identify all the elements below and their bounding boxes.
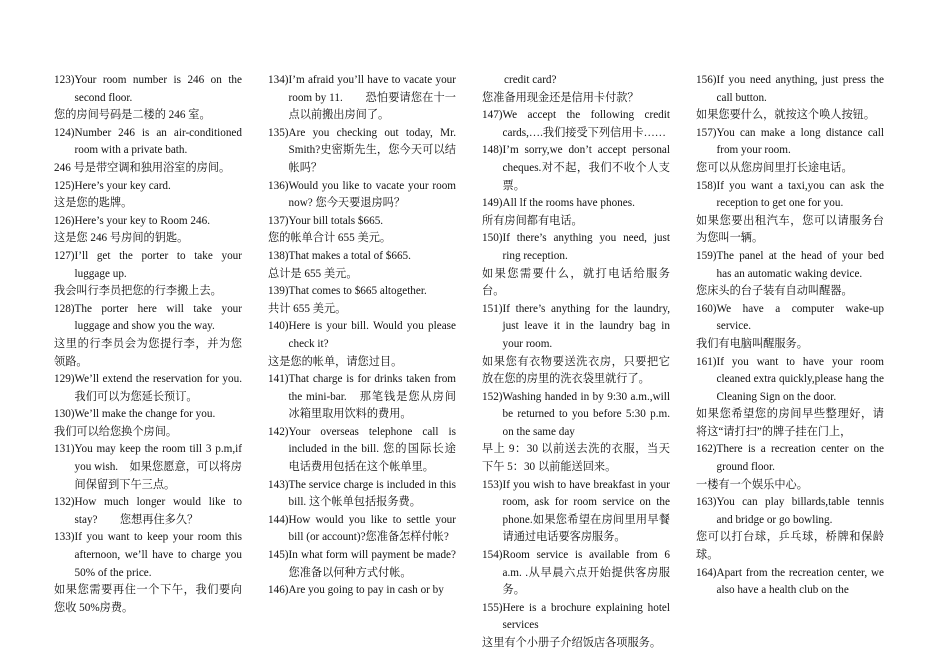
chinese-translation: 如果您要出租汽车，您可以请服务台为您叫一辆。 xyxy=(696,214,884,245)
sentence-number: 162) xyxy=(696,443,717,456)
sentence-number: 133) xyxy=(54,531,75,544)
sentence-number: 129) xyxy=(54,373,75,386)
text-column-2 xyxy=(268,72,456,600)
english-sentence: That comes to $665 altogether. xyxy=(288,285,427,298)
chinese-translation: 您的帐单合计 655 美元。 xyxy=(268,232,392,245)
english-sentence: Here is your bill. Would you please check it? xyxy=(288,320,456,350)
numbered-sentence xyxy=(268,178,456,213)
chinese-translation: 总计是 655 美元。 xyxy=(268,267,358,280)
sentence-number: 149) xyxy=(482,197,503,210)
chinese-translation: 您可以打台球，乒乓球，桥牌和保龄球。 xyxy=(696,531,884,562)
numbered-sentence xyxy=(54,406,242,424)
english-sentence: Here’s your key to Room 246. xyxy=(74,214,210,227)
sentence-number: 143) xyxy=(268,478,289,491)
english-sentence: Room service is available from 6 a.m. .从早晨六点开始提供客房服务。 xyxy=(502,549,670,597)
numbered-sentence xyxy=(54,371,242,406)
numbered-sentence xyxy=(54,301,242,336)
sentence-number: 140) xyxy=(268,320,289,333)
sentence-number: 154) xyxy=(482,549,503,562)
sentence-number: 125) xyxy=(54,179,75,192)
numbered-sentence xyxy=(268,582,456,600)
numbered-sentence xyxy=(268,248,456,266)
english-sentence: You may keep the room till 3 p.m,if you wish. 如果您愿意，可以将房间保留到下午三点。 xyxy=(74,443,242,491)
numbered-sentence xyxy=(482,107,670,142)
numbered-sentence xyxy=(696,125,884,160)
sentence-number: 160) xyxy=(696,302,717,315)
sentence-number: 127) xyxy=(54,249,75,262)
continued-sentence: credit card? xyxy=(504,74,557,86)
sentence-number: 158) xyxy=(696,179,717,192)
numbered-sentence xyxy=(268,213,456,231)
chinese-translation: 如果您需要再住一个下午，我们要向您收 50%房费。 xyxy=(54,584,242,614)
english-sentence: If you wish to have breakfast in your room, ask for room service on the phone.如果您希望在房间里用早餐请通过电话要客房服务。 xyxy=(502,478,670,544)
chinese-translation: 如果您要什么，就按这个唤人按钮。 xyxy=(696,109,876,122)
numbered-sentence xyxy=(696,301,884,336)
english-sentence: How much longer would like to stay? 您想再住多久？ xyxy=(74,496,242,526)
english-sentence: Number 246 is an air-conditioned room with a private bath. xyxy=(74,126,242,157)
sentence-number: 144) xyxy=(268,513,289,526)
numbered-sentence xyxy=(268,283,456,301)
numbered-sentence xyxy=(482,389,670,442)
sentence-number: 139) xyxy=(268,285,289,298)
numbered-sentence xyxy=(268,371,456,424)
sentence-number: 138) xyxy=(268,249,289,262)
chinese-translation: 这里有个小册子介绍饭店各项服务。 xyxy=(482,637,662,649)
english-sentence: If there’s anything you need, just ring reception. xyxy=(502,232,670,262)
english-sentence: If there’s anything for the laundry, just leave it in the laundry bag in your room. xyxy=(502,302,670,350)
sentence-number: 136) xyxy=(268,179,289,192)
english-sentence: Washing handed in by 9:30 a.m.,will be returned to you before 5:30 p.m. on the same day xyxy=(502,390,670,438)
english-sentence: We’ll extend the reservation for you.我们可以为您延长预订。 xyxy=(74,373,242,403)
english-sentence: If you want a taxi,you can ask the reception to get one for you. xyxy=(716,179,884,210)
english-sentence: Your overseas telephone call is included in the bill. 您的国际长途电话费用包括在这个帐单里。 xyxy=(288,425,456,474)
sentence-number: 156) xyxy=(696,74,717,86)
english-sentence: You can play billards,table tennis and bridge or go bowling. xyxy=(716,496,884,526)
english-sentence: In what form will payment be made?您准备以何种方式付帐。 xyxy=(288,549,456,579)
sentence-number: 123) xyxy=(54,74,75,86)
sentence-number: 141) xyxy=(268,373,289,386)
numbered-sentence xyxy=(696,178,884,213)
chinese-translation: 您的房间号码是二楼的 246 室。 xyxy=(54,109,211,122)
english-sentence: If you need anything, just press the call button. xyxy=(716,74,884,104)
chinese-translation: 共计 655 美元。 xyxy=(268,302,347,315)
numbered-sentence xyxy=(696,72,884,107)
sentence-number: 131) xyxy=(54,443,75,456)
sentence-number: 137) xyxy=(268,214,289,227)
text-column-3 xyxy=(482,72,670,653)
sentence-number: 152) xyxy=(482,390,503,403)
chinese-translation: 所有房间都有电话。 xyxy=(482,214,583,227)
numbered-sentence xyxy=(54,213,242,231)
english-sentence: I’m sorry,we don’t accept personal cheques.对不起，我们不收个人支票。 xyxy=(502,144,670,192)
sentence-number: 145) xyxy=(268,549,289,562)
english-sentence: If you want to keep your room this afternoon, we’ll have to charge you 50% of the price. xyxy=(74,531,242,579)
sentence-number: 153) xyxy=(482,478,503,491)
numbered-sentence xyxy=(268,477,456,512)
sentence-number: 124) xyxy=(54,126,75,139)
sentence-number: 135) xyxy=(268,126,289,139)
numbered-sentence xyxy=(54,72,242,107)
numbered-sentence xyxy=(54,125,242,160)
numbered-sentence xyxy=(482,230,670,265)
english-sentence: There is a recreation center on the ground floor. xyxy=(716,443,884,474)
chinese-translation: 您可以从您房间里打长途电话。 xyxy=(696,161,853,174)
sentence-number: 146) xyxy=(268,584,289,597)
english-sentence: The panel at the head of your bed has an automatic waking device. xyxy=(716,249,884,280)
chinese-translation: 如果您有衣物要送洗衣房，只要把它放在您的房里的洗衣袋里就行了。 xyxy=(482,355,670,386)
numbered-sentence xyxy=(696,565,884,600)
numbered-sentence xyxy=(482,142,670,195)
sentence-number: 128) xyxy=(54,302,75,315)
chinese-translation: 如果您希望您的房间早些整理好，请将这“请打扫”的牌子挂在门上， xyxy=(696,408,884,438)
english-sentence: Would you like to vacate your room now? 您今天要退房吗？ xyxy=(288,179,456,210)
english-sentence: Your room number is 246 on the second floor. xyxy=(74,74,242,104)
numbered-sentence xyxy=(54,441,242,494)
sentence-number: 151) xyxy=(482,302,503,315)
chinese-translation: 我会叫行李员把您的行李搬上去。 xyxy=(54,285,222,298)
numbered-sentence xyxy=(268,424,456,477)
chinese-translation: 您准备用现金还是信用卡付款？ xyxy=(482,91,639,104)
numbered-sentence xyxy=(482,600,670,635)
chinese-translation: 这是您 246 号房间的钥匙。 xyxy=(54,232,189,245)
numbered-sentence xyxy=(482,547,670,600)
numbered-sentence xyxy=(482,301,670,354)
numbered-sentence xyxy=(268,125,456,178)
chinese-translation: 这是您的匙牌。 xyxy=(54,197,133,210)
sentence-number: 164) xyxy=(696,566,717,579)
chinese-translation: 我们有电脑叫醒服务。 xyxy=(696,337,808,350)
numbered-sentence xyxy=(54,178,242,196)
chinese-translation: 我们可以给您换个房间。 xyxy=(54,425,178,438)
sentence-number: 159) xyxy=(696,249,717,262)
sentence-number: 157) xyxy=(696,126,717,139)
chinese-translation: 早上 9：30 以前送去洗的衣服，当天下午 5：30 以前能送回来。 xyxy=(482,443,670,474)
text-column-1 xyxy=(54,72,242,617)
text-column-4 xyxy=(696,72,884,600)
sentence-number: 161) xyxy=(696,355,717,368)
english-sentence: The service charge is included in this bill. 这个帐单包括报务费。 xyxy=(288,478,456,509)
english-sentence: That makes a total of $665. xyxy=(288,249,411,262)
sentence-number: 148) xyxy=(482,144,503,157)
chinese-translation: 一楼有一个娱乐中心。 xyxy=(696,478,808,491)
sentence-number: 147) xyxy=(482,109,503,122)
chinese-translation: 这是您的帐单，请您过目。 xyxy=(268,355,403,368)
sentence-number: 126) xyxy=(54,214,75,227)
sentence-number: 155) xyxy=(482,601,503,614)
chinese-translation: 246 号是带空调和独用浴室的房间。 xyxy=(54,161,231,174)
english-sentence: Apart from the recreation center, we also have a health club on the xyxy=(716,566,884,597)
numbered-sentence xyxy=(268,318,456,353)
english-sentence: Are you going to pay in cash or by xyxy=(288,584,444,597)
numbered-sentence xyxy=(696,354,884,407)
english-sentence: Are you checking out today, Mr. Smith?史密斯先生，您今天可以结帐吗？ xyxy=(288,126,456,174)
english-sentence: How would you like to settle your bill (or account)?您准备怎样付帐? xyxy=(288,513,456,544)
numbered-sentence xyxy=(54,494,242,529)
english-sentence: We’ll make the change for you. xyxy=(74,408,216,421)
numbered-sentence xyxy=(696,248,884,283)
sentence-number: 142) xyxy=(268,425,289,438)
chinese-translation: 您床头的台子装有自动叫醒器。 xyxy=(696,285,853,298)
sentence-number: 134) xyxy=(268,74,289,86)
english-sentence: Here’s your key card. xyxy=(74,179,171,192)
english-sentence: The porter here will take your luggage and show you the way. xyxy=(74,302,242,333)
numbered-sentence xyxy=(54,248,242,283)
english-sentence: That charge is for drinks taken from the mini-bar. 那笔钱是您从房间冰箱里取用饮料的费用。 xyxy=(288,373,456,421)
sentence-number: 130) xyxy=(54,408,75,421)
numbered-sentence xyxy=(268,72,456,125)
sentence-number: 163) xyxy=(696,496,717,509)
chinese-translation: 如果您需要什么，就打电话给服务台。 xyxy=(482,267,670,298)
english-sentence: If you want to have your room cleaned extra quickly,please hang the Cleaning Sign on the door. xyxy=(716,355,884,403)
english-sentence: Here is a brochure explaining hotel services xyxy=(502,601,670,632)
numbered-sentence xyxy=(696,494,884,529)
english-sentence: I’m afraid you’ll have to vacate your room by 11. 恐怕要请您在十一点以前搬出房间了。 xyxy=(288,74,456,122)
english-sentence: We have a computer wake-up service. xyxy=(716,302,884,333)
english-sentence: All lf the rooms have phones. xyxy=(502,197,635,210)
sentence-number: 132) xyxy=(54,496,75,509)
numbered-sentence xyxy=(54,529,242,582)
numbered-sentence xyxy=(268,512,456,547)
numbered-sentence xyxy=(696,441,884,476)
english-sentence: I’ll get the porter to take your luggage up. xyxy=(74,249,242,280)
english-sentence: We accept the following credit cards,….我们接受下列信用卡…… xyxy=(502,109,670,139)
english-sentence: You can make a long distance call from your room. xyxy=(716,126,884,157)
chinese-translation: 这里的行李员会为您提行李，并为您领路。 xyxy=(54,337,242,368)
english-sentence: Your bill totals $665. xyxy=(288,214,384,227)
numbered-sentence xyxy=(268,547,456,582)
sentence-number: 150) xyxy=(482,232,503,245)
numbered-sentence xyxy=(482,195,670,213)
numbered-sentence xyxy=(482,477,670,547)
